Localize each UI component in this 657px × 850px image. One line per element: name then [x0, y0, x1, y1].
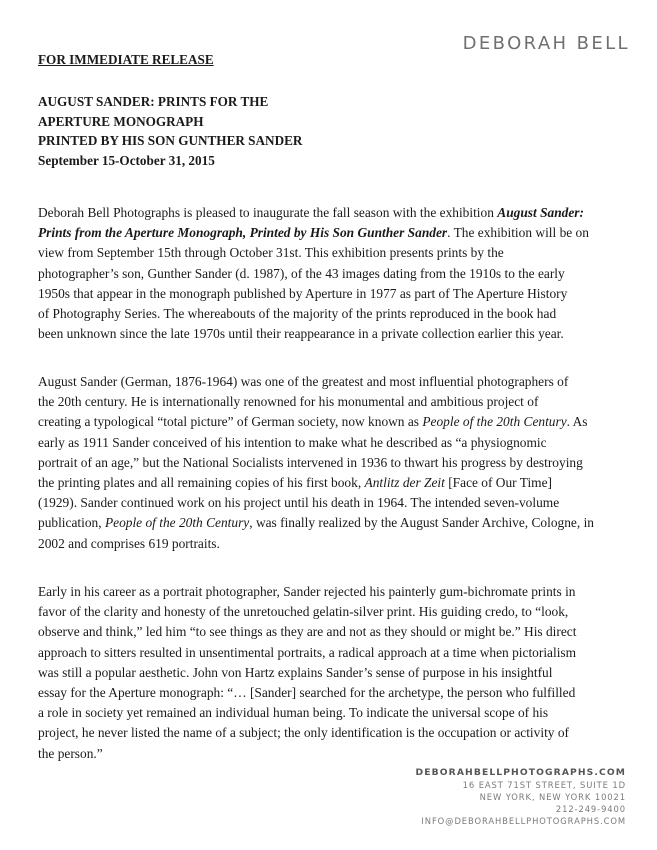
email-link[interactable]: INFO@DEBORAHBELLPHOTOGRAPHS.COM: [421, 816, 626, 826]
letterhead-brand: DEBORAH BELL: [462, 33, 630, 54]
text-run: was still a popular aesthetic. John von Hartz explains Sander’s sense of purpose in his insightful: [38, 664, 553, 680]
paragraph-line: [38, 744, 626, 764]
release-label: FOR IMMEDIATE RELEASE: [38, 52, 214, 67]
paragraph-line: [38, 493, 626, 513]
text-run: a role in society yet remained an individual human being. To indicate the universal scope of his: [38, 705, 549, 721]
text-run: . The exhibition will be on: [447, 225, 589, 241]
text-run: the 20th century. He is internationally renowned for his monumental and ambitious project of: [38, 394, 539, 410]
text-run: creating a typological “total picture” of German society, now known as: [38, 414, 423, 430]
paragraph-line: [38, 602, 626, 622]
paragraph-line: [38, 304, 626, 324]
website-link[interactable]: DEBORAHBELLPHOTOGRAPHS.COM: [415, 767, 626, 778]
paragraph-line: [38, 582, 626, 602]
paragraph-line: [38, 433, 626, 453]
emphasized-text: Prints from the Aperture Monograph, Printed by His Son Gunther Sander: [38, 225, 448, 241]
paragraph-biography: [38, 372, 626, 554]
paragraph-line: [38, 223, 626, 243]
text-run: [Face of Our Time]: [444, 475, 552, 491]
paragraph-line: [38, 513, 626, 533]
paragraph-line: [38, 643, 626, 663]
paragraph-line: [38, 203, 626, 223]
text-run: observe and think,” led him “to see things as they are and not as they should or might be.” His direct: [38, 624, 577, 640]
emphasized-text: People of the 20th Century: [104, 515, 250, 531]
contact-block: [366, 766, 626, 827]
text-run: (1929). Sander continued work on his project until his death in 1964. The intended seven-volume: [38, 495, 560, 511]
paragraph-line: [38, 412, 626, 432]
paragraph-line: [38, 534, 626, 554]
paragraph-line: [38, 284, 626, 304]
text-run: essay for the Aperture monograph: “… [Sander] searched for the archetype, the person who fulfilled: [38, 685, 576, 701]
text-run: portrait of an age,” but the National Socialists intervened in 1936 to thwart his progress by destroying: [38, 454, 583, 470]
emphasized-text: People of the 20th Century: [422, 414, 567, 430]
text-run: publication,: [38, 515, 105, 531]
text-run: Deborah Bell Photographs is pleased to inaugurate the fall season with the exhibition: [38, 205, 498, 220]
paragraph-line: [38, 473, 626, 493]
text-run: approach to sitters resulted in unsentimental portraits, a radical approach at a time when pictorialism: [38, 644, 577, 660]
text-run: favor of the clarity and honesty of the unretouched gelatin-silver print. His guiding credo, to “look,: [38, 604, 569, 620]
headline-title-line-3: PRINTED BY HIS SON GUNTHER SANDER: [38, 133, 303, 149]
text-run: 2002 and comprises 619 portraits.: [38, 535, 220, 551]
paragraph-line: [38, 264, 626, 284]
text-run: . As: [566, 414, 588, 430]
paragraph-line: [38, 372, 626, 392]
headline-title-line-2: APERTURE MONOGRAPH: [38, 113, 204, 129]
paragraph-approach: [38, 582, 626, 764]
text-run: 1950s that appear in the monograph published by Aperture in 1977 as part of The Aperture History: [38, 285, 568, 301]
paragraph-line: [38, 683, 626, 703]
emphasized-text: August Sander:: [497, 205, 584, 220]
address-line-2: NEW YORK, NEW YORK 10021: [479, 792, 626, 802]
text-run: early as 1911 Sander conceived of his intention to make what he described as “a physiognomic: [38, 434, 547, 450]
text-run: photographer’s son, Gunther Sander (d. 1987), of the 43 images dating from the 1910s to the early: [38, 265, 565, 281]
text-run: been unknown since the late 1970s until their reappearance in a private collection earlier this year.: [38, 326, 564, 342]
text-run: Early in his career as a portrait photographer, Sander rejected his painterly gum-bichromate prints in: [38, 584, 576, 599]
text-run: the printing plates and all remaining copies of his first book,: [38, 475, 365, 491]
headline-dates: September 15-October 31, 2015: [38, 153, 215, 169]
text-run: of Photography Series. The whereabouts of the majority of the prints reproduced in the book had: [38, 306, 557, 322]
paragraph-intro: [38, 203, 626, 344]
text-run: view from September 15th through October 31st. This exhibition presents prints by the: [38, 245, 504, 261]
paragraph-line: [38, 324, 626, 344]
paragraph-line: [38, 723, 626, 743]
text-run: , was finally realized by the August Sander Archive, Cologne, in: [249, 515, 594, 531]
headline-title-line-1: AUGUST SANDER: PRINTS FOR THE: [38, 94, 269, 109]
paragraph-line: [38, 663, 626, 683]
phone-number: 212-249-9400: [555, 804, 626, 814]
emphasized-text: Antlitz der Zeit: [364, 475, 445, 491]
paragraph-line: [38, 622, 626, 642]
paragraph-line: [38, 243, 626, 263]
address-line-1: 16 EAST 71ST STREET, SUITE 1D: [462, 780, 626, 790]
paragraph-line: [38, 703, 626, 723]
text-run: project, he never listed the name of a subject; the only identification is the occupation or activity of: [38, 725, 569, 741]
paragraph-line: [38, 453, 626, 473]
paragraph-line: [38, 392, 626, 412]
text-run: August Sander (German, 1876-1964) was one of the greatest and most influential photographers of: [38, 374, 569, 389]
headline: [38, 92, 598, 171]
text-run: the person.”: [38, 745, 103, 761]
